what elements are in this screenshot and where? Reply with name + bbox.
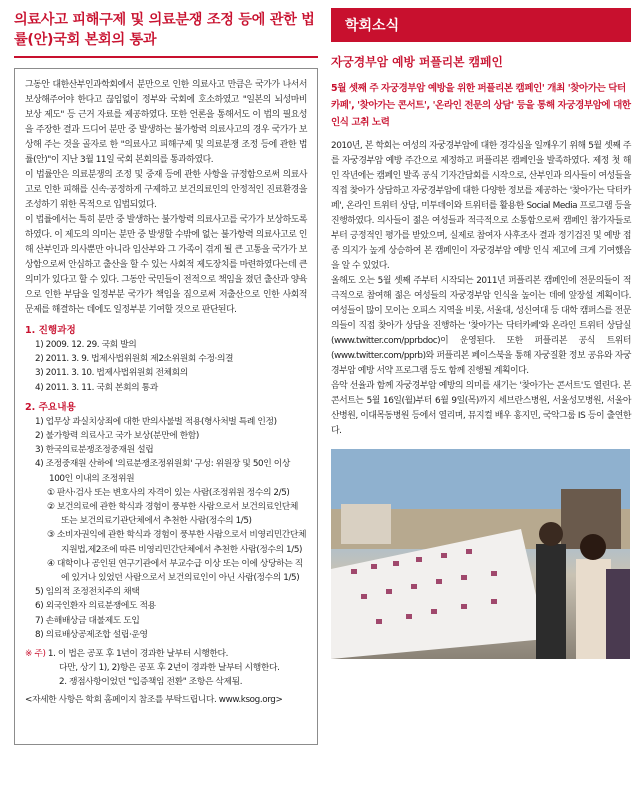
- list-item: 6) 외국인환자 의료분쟁에도 적용: [35, 601, 156, 612]
- list-item: 5) 임의적 조정전치주의 채택: [35, 587, 140, 598]
- purpose-paragraph: 이 법률안은 의료분쟁의 조정 및 중재 등에 관한 사항을 규정함으로써 의료사고로 인한 피해를 신속·공정하게 구제하고 보건의료인의 안정적인 진료환경을 조성하기 위한 목적으로 입법되었다.: [25, 170, 307, 210]
- campaign-paragraph: 음악 선율과 함께 자궁경부암 예방의 의미를 새기는 '찾아가는 콘서트'도 열린다. 본 콘서트는 5월 16일(월)부터 6월 9일(목)까지 세브란스병원, 서울성모병원, 서울아산병원, 이대목동병원 등에서 열리며, 뮤지컬 배우 홍지민, 국악그룹 IS 등이 출연한다.: [331, 381, 631, 436]
- list-item: 7) 손해배상금 대불제도 도입: [35, 615, 140, 626]
- photo-illustration: [331, 449, 630, 659]
- article-panel: [14, 68, 318, 745]
- content-list: [25, 415, 307, 486]
- left-column: [14, 8, 318, 745]
- section-content-title: 2. 주요내용: [25, 401, 76, 413]
- note-line: 1. 이 법은 공포 후 1년이 경과한 날부터 시행한다.: [47, 649, 229, 660]
- list-item: 4) 조정중재원 산하에 '의료분쟁조정위원회' 구성: 위원장 및 50인 이상 100인 이내의 조정위원: [35, 459, 290, 484]
- list-item: ① 판사·검사 또는 변호사의 자격이 있는 사람(조정위원 정수의 2/5): [47, 487, 290, 498]
- note-line: 다만, 상기 1), 2)항은 공포 후 2년이 경과한 날부터 시행한다.: [59, 663, 280, 674]
- campaign-paragraph: 올해도 오는 5월 셋째 주부터 시작되는 2011년 퍼플리본 캠페인에 전문의들이 적극적으로 참여해 젊은 여성들의 자궁경부암 인식을 높이는 데에 앞장설 계획이다. 여성들이 많이 모이는 오피스 지역을 비롯, 서울대, 성신여대 등 대학 캠퍼스를 전문의들이 직접 찾아가 상담을 진행하는 '찾아가는 닥터카페'와 온라인 트위터 상담실(www.twitter.com/pprbdoc)이 운영된다. 또한 퍼플리본 공식 트위터(www.twitter.com/pprb)와 퍼플리본 페이스북을 통해 자궁질환 정보 공유와 자궁경부암 예방 서약 프로그램 등도 함께 진행될 계획이다.: [331, 276, 631, 376]
- list-item: 3) 한국의료분쟁조정중재원 설립: [35, 445, 154, 456]
- content-list-continued: [25, 585, 307, 642]
- list-item: 2) 2011. 3. 9. 법제사법위원회 제2소위원회 수정·의결: [35, 354, 234, 365]
- list-item: 1) 2009. 12. 29. 국회 발의: [35, 340, 137, 350]
- note-line: 2. 쟁점사항이었던 "입증책임 전환" 조항은 삭제됨.: [59, 677, 243, 688]
- section-progress-title: 1. 진행과정: [25, 325, 76, 336]
- list-item: 4) 2011. 3. 11. 국회 본회의 통과: [35, 382, 158, 393]
- list-item: 8) 의료배상공제조합 설립·운영: [35, 629, 148, 640]
- left-title-block: [14, 8, 318, 58]
- section-banner: 학회소식: [331, 8, 631, 42]
- list-item: 2) 불가항력 의료사고 국가 보상(분만에 한함): [35, 431, 199, 442]
- campaign-body: [331, 139, 631, 439]
- note-block: [25, 647, 307, 689]
- article-title: 의료사고 피해구제 및 의료분쟁 조정 등에 관한 법률(안)국회 본회의 통과: [14, 12, 315, 48]
- campaign-lead: 5월 셋째 주 자궁경부암 예방을 위한 퍼플리본 캠페인' 개최 '찾아가는 닥터카페', '찾아가는 콘서트', '온라인 전문의 상담' 등을 통해 자궁경부암에 대한 인식 고취 노력: [331, 83, 631, 128]
- homepage-footnote: <자세한 사항은 학회 홈페이지 참조를 부탁드립니다. www.ksog.org>: [25, 695, 283, 706]
- list-item: ④ 대학이나 공인된 연구기관에서 부교수급 이상 또는 이에 상당하는 직에 있거나 있었던 사람으로서 보건의료인이 아닌 사람(정수의 1/5): [47, 558, 303, 584]
- note-mark: ※ 주): [25, 649, 46, 660]
- campaign-photo: [331, 449, 630, 659]
- right-column: [331, 8, 631, 659]
- meaning-paragraph: 이 법률에서는 특히 분만 중 발생하는 불가항력 의료사고를 국가가 보상하도록 하였다. 이 제도의 의미는 분만 중 발생할 수밖에 없는 불가항력 의료사고로 인해 산부인과 의사뿐만 아니라 임산부와 그 가족이 겪게 될 큰 고통을 국가가 보상함으로써 안심하고 출산을 할 수 있는 사회적 제도장치를 마련하였다는데 큰 의미가 있다고 할 수 있다. 그동안 국민들이 전적으로 책임을 졌던 출산과 양육으로 인한 부담을 일정부분 국가가 책임을 짐으로써 저출산으로 인한 사회적 문제를 해결하는 데에도 일정부분 기여할 것으로 판단된다.: [25, 215, 307, 315]
- campaign-paragraph: 2010년, 본 학회는 여성의 자궁경부암에 대한 경각심을 일깨우기 위해 5월 셋째 주를 자궁경부암 예방 주간으로 제정하고 퍼플리본 캠페인을 발족하였다. 제정 첫 해인 작년에는 캠페인 발족 공식 기자간담회를 시작으로, 산부인과 의사들이 여성들을 직접 찾아가 상담하고 자궁경부암에 대한 다양한 정보를 제공하는 '찾아가는 닥터카페', 온라인 트위터 상담, 미투데이와 트위터를 활용한 Social Media 프로그램 등을 진행하였다. 의사들이 젊은 여성들과 적극적으로 소통함으로써 캠페인 참가자들로부터 긍정적인 평가를 받았으며, 실제로 참여자 사후조사 결과 정기검진 및 예방 접종 의지가 높게 상승하여 본 캠페인이 자궁경부암 예방 인식 제고에 크게 기여했음을 알 수 있었다.: [331, 141, 631, 271]
- campaign-heading: 자궁경부암 예방 퍼플리본 캠페인: [331, 55, 503, 69]
- intro-paragraph: 그동안 대한산부인과학회에서 분만으로 인한 의료사고 만큼은 국가가 나서서 보상해주어야 한다고 끊임없이 정부와 국회에 호소하였고 "일본의 뇌성마비 보상 제도" 등 근거 자료를 제공하였다. 또한 언론을 통해서도 이 법의 필요성을 주장한 결과 드디어 분만 중 발생하는 불가항력 의료사고의 경우 국가가 보상해 주는 것을 골자로 한 "의료사고 피해구제 및 의료분쟁 조정 등에 관한 법률(안)"이 지난 3월 11일 국회 본회의를 통과하였다.: [25, 80, 307, 165]
- list-item: ③ 소비자권익에 관한 학식과 경험이 풍부한 사람으로서 비영리민간단체 지원법,제2조에 따른 비영리민간단체에서 추천한 사람(정수의 1/5): [47, 530, 307, 555]
- list-item: ② 보건의료에 관한 학식과 경험이 풍부한 사람으로서 보건의료인단체 또는 보건의료기관단체에서 추천한 사람(정수의 1/5): [47, 502, 298, 527]
- list-item: 3) 2011. 3. 10. 법제사법위원회 전체회의: [35, 368, 188, 379]
- progress-list: [25, 338, 307, 395]
- committee-sublist: [25, 486, 307, 585]
- list-item: 1) 업무상 과실치상죄에 대한 반의사불벌 적용(형사처벌 특례 인정): [35, 416, 277, 427]
